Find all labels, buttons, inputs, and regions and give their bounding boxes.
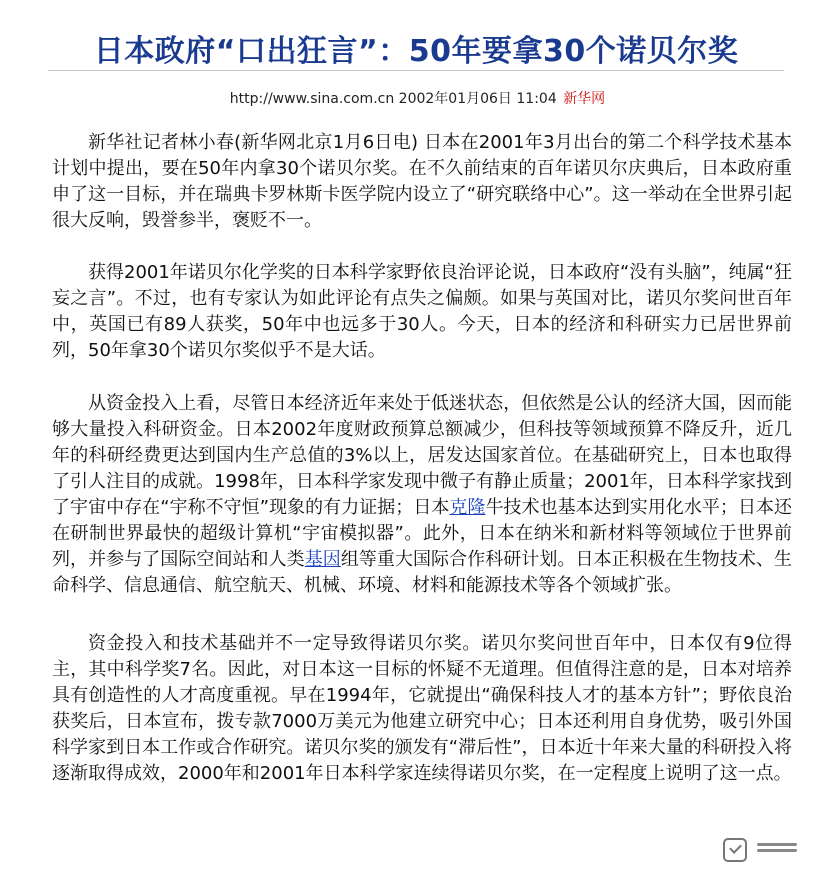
menu-lines-icon <box>757 843 797 857</box>
paragraph-3-text-1: 从资金投入上看，尽管日本经济近年来处于低迷状态，但依然是公认的经济大国，因而能够大量投入科研资金。日本2002年度财政预算总额减少，但科技等领域预算不降反升，近几年的科研经费更达到国内生产总值的3%以上，居发达国家首位。在基础研究上，日本也取得了引人注目的成就。1998年，日本科学家发现中微子有静止质量；2001年，日本科学家找到了宇宙中存在“宇称不守恒”现象的有力证据；日本 <box>52 393 792 518</box>
article-meta <box>0 88 835 108</box>
title-bar <box>48 14 784 71</box>
publish-datetime: 2002年01月06日 11:04 <box>398 91 557 107</box>
source-name[interactable]: 新华网 <box>563 91 606 107</box>
source-url[interactable]: http://www.sina.com.cn <box>229 91 395 107</box>
page-title: 日本政府“口出狂言”：50年要拿30个诺贝尔奖 <box>93 34 739 69</box>
paragraph-3-text-2: 牛技术也基本达到实用化水平；日本还在研制世界最快的超级计算机“宇宙模拟器”。此外，日本在纳米和新材料等领域位于世界前列，并参与了国际空间站和人类 <box>52 497 793 570</box>
keyword-link-clone[interactable]: 克隆 <box>449 497 486 518</box>
article-body <box>52 130 792 787</box>
checkbox-icon <box>723 838 747 862</box>
paragraph-1: 新华社记者林小春(新华网北京1月6日电) 日本在2001年3月出台的第二个科学技术基本计划中提出，要在50年内拿30个诺贝尔奖。在不久前结束的百年诺贝尔庆典后，日本政府重申了这一目标，并在瑞典卡罗林斯卡医学院内设立了“研究联络中心”。这一举动在全世界引起很大反响，毁誉参半，褒贬不一。 <box>52 132 792 231</box>
paragraph-3-text-3: 组等重大国际合作科研计划。日本正积极在生物技术、生命科学、信息通信、航空航天、机械、环境、材料和能源技术等各个领域扩张。 <box>52 549 793 596</box>
paragraph-2: 获得2001年诺贝尔化学奖的日本科学家野依良治评论说，日本政府“没有头脑”，纯属“狂妄之言”。不过，也有专家认为如此评论有点失之偏颇。如果与英国对比，诺贝尔奖问世百年中，英国已有89人获奖，50年中也远多于30人。今天，日本的经济和科研实力已居世界前列，50年拿30个诺贝尔奖似乎不是大话。 <box>52 262 792 361</box>
watermark-overlay <box>705 831 815 869</box>
keyword-link-gene[interactable]: 基因 <box>304 549 341 570</box>
paragraph-3 <box>52 391 792 599</box>
paragraph-4: 资金投入和技术基础并不一定导致得诺贝尔奖。诺贝尔奖问世百年中，日本仅有9位得主，其中科学奖7名。因此，对日本这一目标的怀疑不无道理。但值得注意的是，日本对培养具有创造性的人才高度重视。早在1994年，它就提出“确保科技人才的基本方针”；野依良治获奖后，日本宣布，拨专款7000万美元为他建立研究中心；日本还利用自身优势，吸引外国科学家到日本工作或合作研究。诺贝尔奖的颁发有“滞后性”，日本近十年来大量的科研投入将逐渐取得成效，2000年和2001年日本科学家连续得诺贝尔奖，在一定程度上说明了这一点。 <box>52 633 792 784</box>
